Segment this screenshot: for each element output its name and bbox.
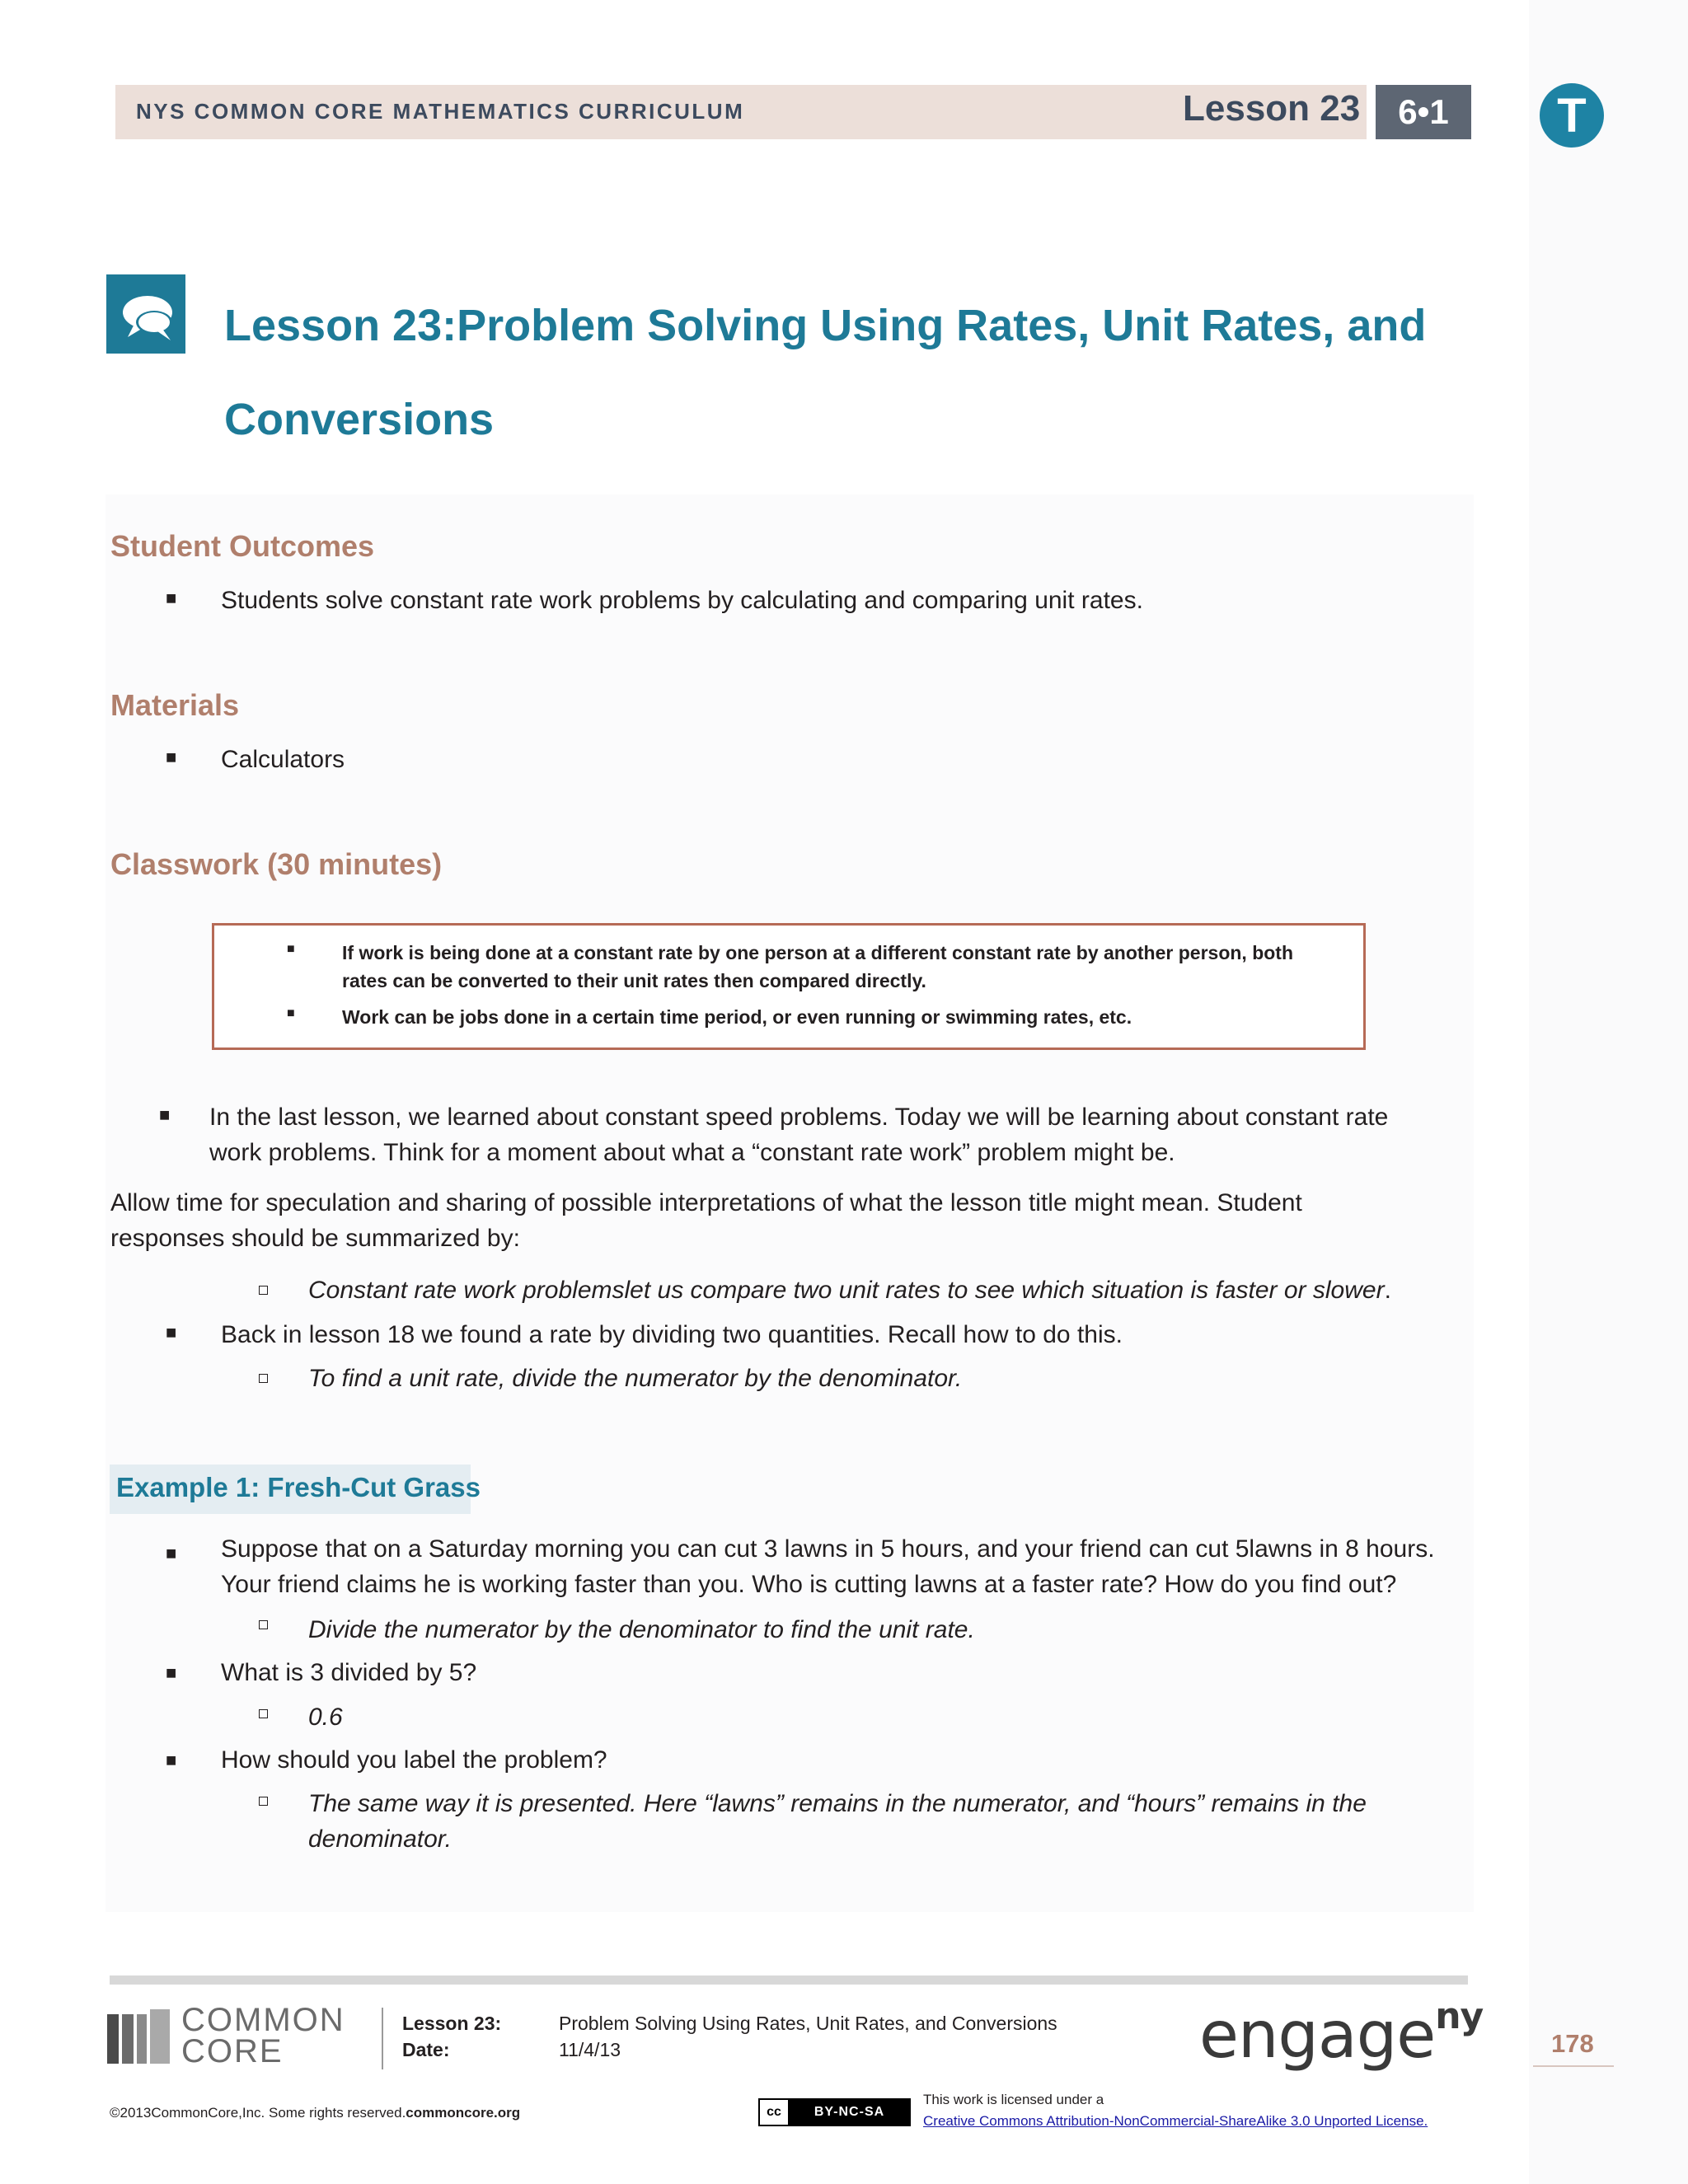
title-line-1: Lesson 23:Problem Solving Using Rates, Unit Rates, and	[224, 301, 1427, 350]
example-question-line-2: Your friend claims he is working faster than you. Who is cutting lawns at a faster rate? How do you find out?	[221, 1571, 1397, 1598]
bullet-icon: ■	[287, 1006, 295, 1020]
curriculum-title: NYS COMMON CORE MATHEMATICS CURRICULUM	[136, 99, 745, 124]
teacher-note-line-1: Allow time for speculation and sharing of possible interpretations of what the lesson title might mean. Student	[110, 1189, 1302, 1216]
materials-item: Calculators	[221, 746, 345, 773]
answer-constant-rate: Constant rate work problemslet us compare two unit rates to see which situation is faster or slower.	[308, 1277, 1391, 1304]
example-question-2: What is 3 divided by 5?	[221, 1659, 477, 1686]
materials-heading: Materials	[110, 688, 240, 722]
teacher-note-line-2: responses should be summarized by:	[110, 1225, 520, 1252]
speech-bubbles-icon	[106, 274, 185, 354]
creative-commons-badge[interactable]	[758, 2098, 911, 2126]
grade-module-badge: 6•1	[1376, 85, 1471, 139]
cc-icon: cc	[760, 2100, 790, 2125]
sub-bullet-icon	[259, 1286, 268, 1295]
copyright-site-link[interactable]: commoncore.org	[406, 2105, 521, 2121]
classwork-heading: Classwork (30 minutes)	[110, 847, 443, 881]
example-answer-3-line-2: denominator.	[308, 1825, 452, 1853]
bullet-icon: ■	[159, 1104, 171, 1125]
common-core-logo-text: COMMON CORE	[181, 2002, 345, 2069]
right-margin-shade	[1529, 0, 1688, 2184]
footer-rule	[110, 1975, 1468, 1985]
bullet-icon: ■	[166, 588, 177, 608]
footer-date-value: 11/4/13	[559, 2039, 621, 2060]
footer-lesson-value: Problem Solving Using Rates, Unit Rates, and Conversions	[559, 2013, 1057, 2034]
page-title	[224, 279, 1444, 466]
outcome-item: Students solve constant rate work problems by calculating and comparing unit rates.	[221, 587, 1143, 614]
license-link[interactable]: Creative Commons Attribution-NonCommercial-ShareAlike 3.0 Unported License.	[923, 2113, 1428, 2129]
question-lesson-18: Back in lesson 18 we found a rate by dividing two quantities. Recall how to do this.	[221, 1321, 1123, 1348]
box-point-1-line-2: rates can be converted to their unit rates then compared directly.	[342, 970, 926, 991]
bullet-icon: ■	[166, 1543, 177, 1563]
teacher-badge: T	[1540, 83, 1604, 148]
page-number-rule	[1533, 2065, 1614, 2067]
example-answer-2: 0.6	[308, 1704, 343, 1731]
copyright: ©2013CommonCore,Inc. Some rights reserved.commoncore.org	[110, 2105, 521, 2121]
bullet-icon: ■	[166, 1662, 177, 1683]
footer-date-label: Date:	[402, 2039, 450, 2060]
license-note: This work is licensed under a	[923, 2092, 1104, 2107]
sub-bullet-icon	[259, 1620, 268, 1629]
bullet-icon: ■	[166, 747, 177, 767]
bullet-icon: ■	[166, 1750, 177, 1770]
common-core-logo-icon	[107, 2009, 171, 2064]
box-point-1-line-1: If work is being done at a constant rate by one person at a different constant rate by another person, both	[342, 942, 1294, 963]
bullet-icon: ■	[287, 942, 295, 956]
page-number: 178	[1551, 2029, 1594, 2058]
intro-paragraph-line-1: In the last lesson, we learned about constant speed problems. Today we will be learning about constant rate	[209, 1104, 1389, 1131]
footer-lesson-label: Lesson 23:	[402, 2013, 502, 2034]
header-lesson: Lesson 23	[1183, 88, 1361, 129]
example-answer-3-line-1: The same way it is presented. Here “lawns” remains in the numerator, and “hours” remains in the	[308, 1790, 1367, 1817]
answer-unit-rate: To find a unit rate, divide the numerator by the denominator.	[308, 1365, 963, 1392]
intro-paragraph-line-2: work problems. Think for a moment about what a “constant rate work” problem might be.	[209, 1139, 1175, 1166]
footer-divider	[382, 2008, 383, 2069]
engageny-logo: engage$^{ny}$	[1199, 1995, 1484, 2073]
example-question-3: How should you label the problem?	[221, 1746, 607, 1774]
example-answer-1: Divide the numerator by the denominator to find the unit rate.	[308, 1616, 975, 1643]
box-point-2: Work can be jobs done in a certain time period, or even running or swimming rates, etc.	[342, 1006, 1132, 1028]
example-question-line-1: Suppose that on a Saturday morning you can cut 3 lawns in 5 hours, and your friend can cut 5lawns in 8 hours.	[221, 1535, 1435, 1563]
sub-bullet-icon	[259, 1709, 268, 1718]
sub-bullet-icon	[259, 1374, 268, 1383]
cc-license-label: BY-NC-SA	[790, 2100, 909, 2125]
title-line-2: Conversions	[224, 395, 495, 444]
key-points-box	[212, 923, 1366, 1050]
student-outcomes-heading: Student Outcomes	[110, 529, 375, 563]
example-1-heading: Example 1: Fresh-Cut Grass	[116, 1472, 481, 1502]
bullet-icon: ■	[166, 1322, 177, 1343]
sub-bullet-icon	[259, 1797, 268, 1806]
